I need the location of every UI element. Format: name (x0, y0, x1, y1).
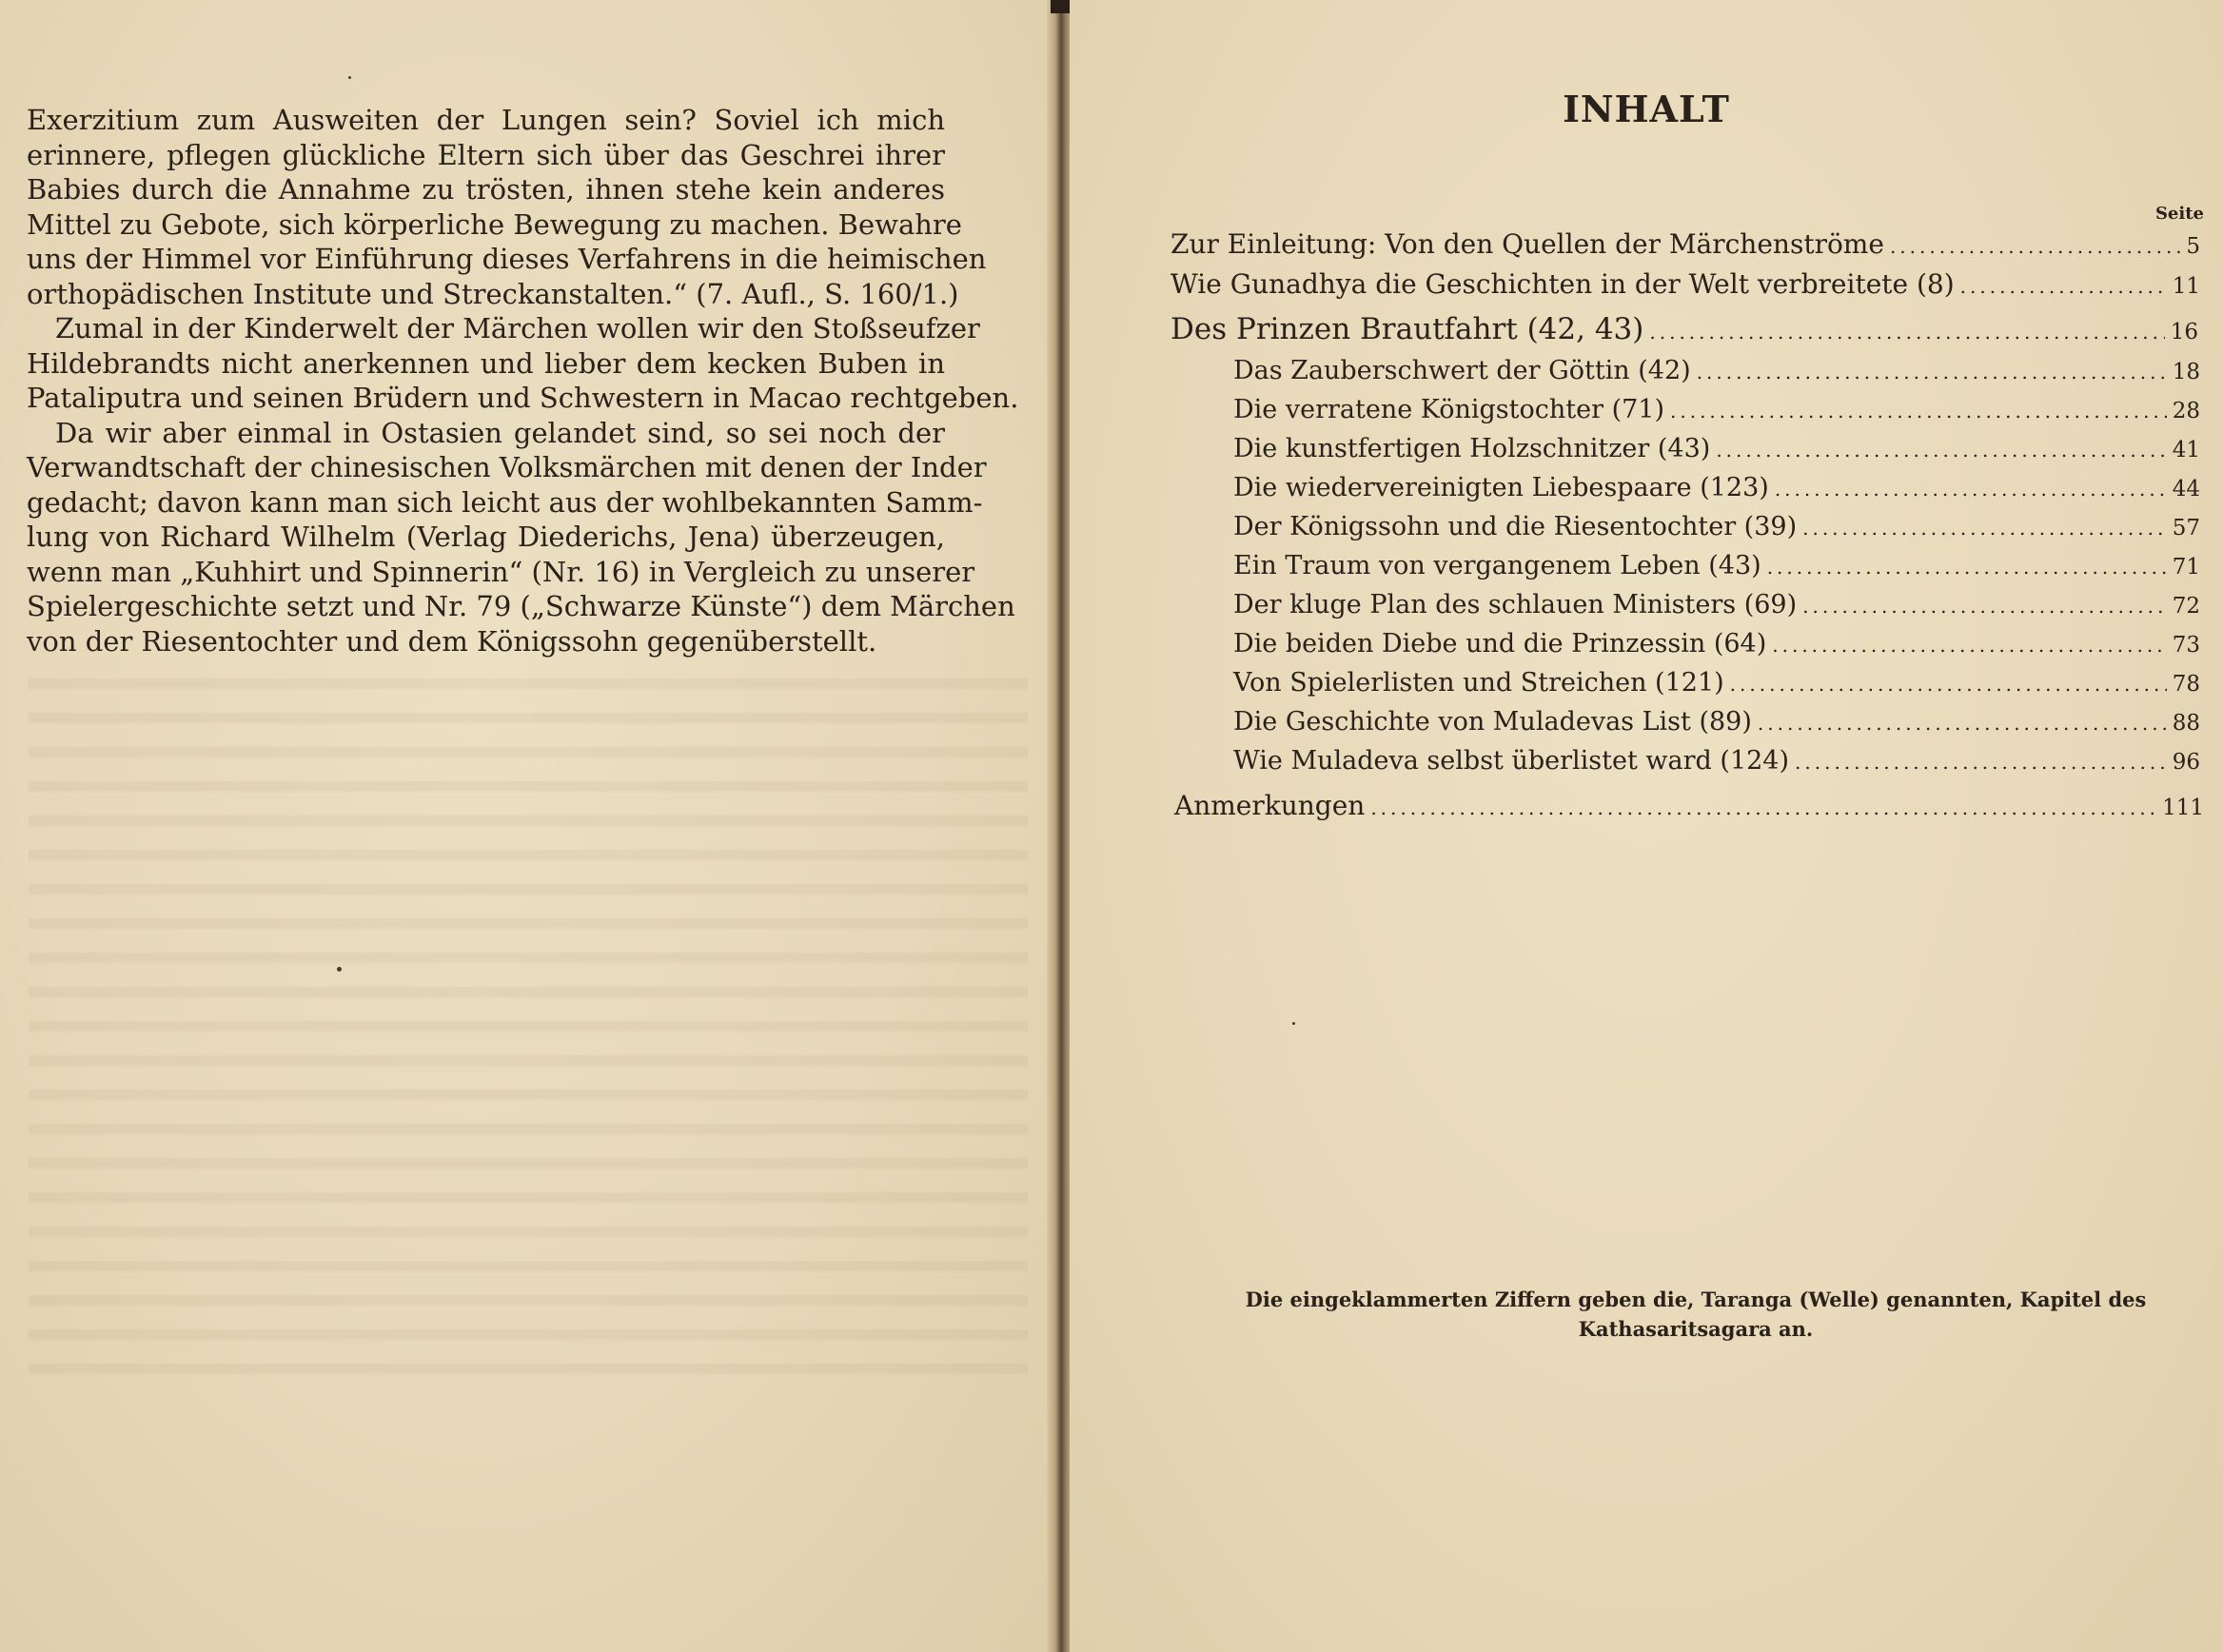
toc-entry-page: 44 (2172, 477, 2200, 502)
text-line: Verwandtschaft der chinesischen Volksmärchen mit denen der Inder (27, 451, 987, 483)
toc-entry-page: 111 (2162, 796, 2204, 820)
toc-entry (1233, 629, 2200, 662)
toc-entry (1233, 746, 2200, 779)
toc-entry-title: Der kluge Plan des schlauen Ministers (69) (1233, 590, 1798, 620)
toc-entry-title: Wie Gunadhya die Geschichten in der Welt verbreitete (8) (1171, 268, 1955, 300)
paper-speck (348, 76, 351, 79)
page-column-header: Seite (2154, 204, 2204, 224)
toc-entry (1233, 434, 2200, 467)
text-line: Zumal in der Kinderwelt der Märchen wollen wir den Stoßseufzer (55, 312, 980, 344)
text-line: erinnere, pflegen glückliche Eltern sich über das Geschrei ihrer (27, 138, 945, 171)
text-line: orthopädischen Institute und Streckanstalten.“ (7. Aufl., S. 160/1.) (27, 277, 959, 310)
text-line: Mittel zu Gebote, sich körperliche Bewegung zu machen. Bewahre (27, 207, 962, 241)
toc-entry-page: 41 (2172, 438, 2200, 462)
toc-entry-page: 72 (2172, 594, 2200, 619)
paper-speck (337, 967, 342, 972)
leader-dots (1730, 673, 2167, 701)
text-line: Exerzitium zum Ausweiten der Lungen sein? Soviel ich mich (27, 104, 945, 136)
text-line: Da wir aber einmal in Ostasien gelandet sind, so sei noch der (55, 416, 945, 449)
text-line: Spielergeschichte setzt und Nr. 79 („Schwarze Künste“) dem Märchen (27, 590, 1015, 622)
text-line: wenn man „Kuhhirt und Spinnerin“ (Nr. 16) in Vergleich zu unserer (27, 555, 975, 588)
toc-entry-title: Das Zauberschwert der Göttin (42) (1233, 356, 1691, 385)
toc-entry-page: 18 (2172, 360, 2200, 384)
text-line: gedacht; davon kann man sich leicht aus der wohlbekannten Samm- (27, 485, 983, 519)
toc-entry (1174, 790, 2204, 825)
text-line: Hildebrandts nicht anerkennen und lieber dem kecken Buben in (27, 346, 945, 380)
footnote-line: Kathasaritsagara an. (1578, 1317, 1814, 1341)
toc-entry (1171, 268, 2200, 304)
text-line: Babies durch die Annahme zu trösten, ihnen stehe kein anderes (27, 173, 945, 206)
toc-entry-title: Ein Traum von vergangenem Leben (43) (1233, 551, 1761, 580)
toc-entry-title: Zur Einleitung: Von den Quellen der Märchenströme (1171, 228, 1884, 260)
text-line: Pataliputra und seinen Brüdern und Schwestern in Macao rechtgeben. (27, 382, 1019, 414)
left-page (0, 0, 1058, 1652)
leader-dots (1890, 235, 2180, 264)
leader-dots (1767, 556, 2167, 584)
toc-entry-title: Von Spielerlisten und Streichen (121) (1233, 668, 1724, 698)
leader-dots (1960, 275, 2167, 304)
leader-dots (1697, 361, 2167, 389)
toc-entry-title: Des Prinzen Brautfahrt (42, 43) (1171, 312, 1644, 346)
toc-entry-page: 5 (2186, 234, 2200, 259)
toc-entry (1233, 707, 2200, 740)
toc-entry-title: Die beiden Diebe und die Prinzessin (64) (1233, 629, 1767, 659)
toc-entry-title: Die Geschichte von Muladevas List (89) (1233, 707, 1752, 737)
toc-entry-page: 28 (2172, 399, 2200, 423)
toc-entry-page: 88 (2172, 711, 2200, 736)
toc-entry (1233, 551, 2200, 584)
toc-entry (1233, 668, 2200, 701)
toc-entry-title: Die verratene Königstochter (71) (1233, 395, 1664, 424)
text-line: uns der Himmel vor Einführung dieses Verfahrens in die heimischen (27, 243, 987, 275)
leader-dots (1775, 478, 2167, 506)
toc-entry-page: 73 (2172, 633, 2200, 658)
leader-dots (1670, 400, 2167, 428)
toc-entry-page: 71 (2172, 555, 2200, 580)
toc-entry-page: 11 (2172, 274, 2200, 299)
toc-entry-title: Der Königssohn und die Riesentochter (39) (1233, 512, 1798, 541)
right-page (1070, 0, 2223, 1652)
leader-dots (1716, 439, 2166, 467)
toc-entry (1233, 356, 2200, 389)
toc-entry-page: 96 (2172, 750, 2200, 775)
toc-entry (1171, 312, 2198, 349)
body-text (27, 103, 1019, 659)
footnote (1174, 1285, 2217, 1344)
toc-entry-title: Die wiedervereinigten Liebespaare (123) (1233, 473, 1769, 502)
toc-entry-page: 16 (2170, 320, 2198, 344)
toc-entry (1171, 228, 2200, 264)
leader-dots (1795, 751, 2167, 779)
text-line: von der Riesentochter und dem Königssohn gegenüberstellt. (27, 624, 877, 658)
leader-dots (1772, 634, 2166, 662)
toc-entry (1233, 473, 2200, 506)
paper-speck (1292, 1022, 1295, 1025)
text-line: lung von Richard Wilhelm (Verlag Diederichs, Jena) überzeugen, (27, 521, 945, 553)
leader-dots (1649, 321, 2164, 349)
toc-entry-page: 57 (2172, 516, 2200, 541)
toc-entry-title: Wie Muladeva selbst überlistet ward (124) (1233, 746, 1790, 776)
leader-dots (1370, 796, 2156, 825)
gutter-shadow (1051, 0, 1072, 13)
toc-entry-title: Die kunstfertigen Holzschnitzer (43) (1233, 434, 1711, 463)
leader-dots (1802, 517, 2167, 545)
toc-entry-title: Anmerkungen (1174, 790, 1366, 821)
table-of-contents (1070, 0, 2223, 1652)
toc-entry (1233, 395, 2200, 428)
toc-entry (1233, 590, 2200, 623)
footnote-line: Die eingeklammerten Ziffern geben die, Taranga (Welle) genannten, Kapitel des (1245, 1288, 2147, 1311)
leader-dots (1758, 712, 2167, 740)
page-title: INHALT (1563, 88, 1730, 130)
show-through-text (29, 657, 1028, 1380)
toc-entry-page: 78 (2172, 672, 2200, 697)
leader-dots (1802, 595, 2167, 623)
toc-entry (1233, 512, 2200, 545)
